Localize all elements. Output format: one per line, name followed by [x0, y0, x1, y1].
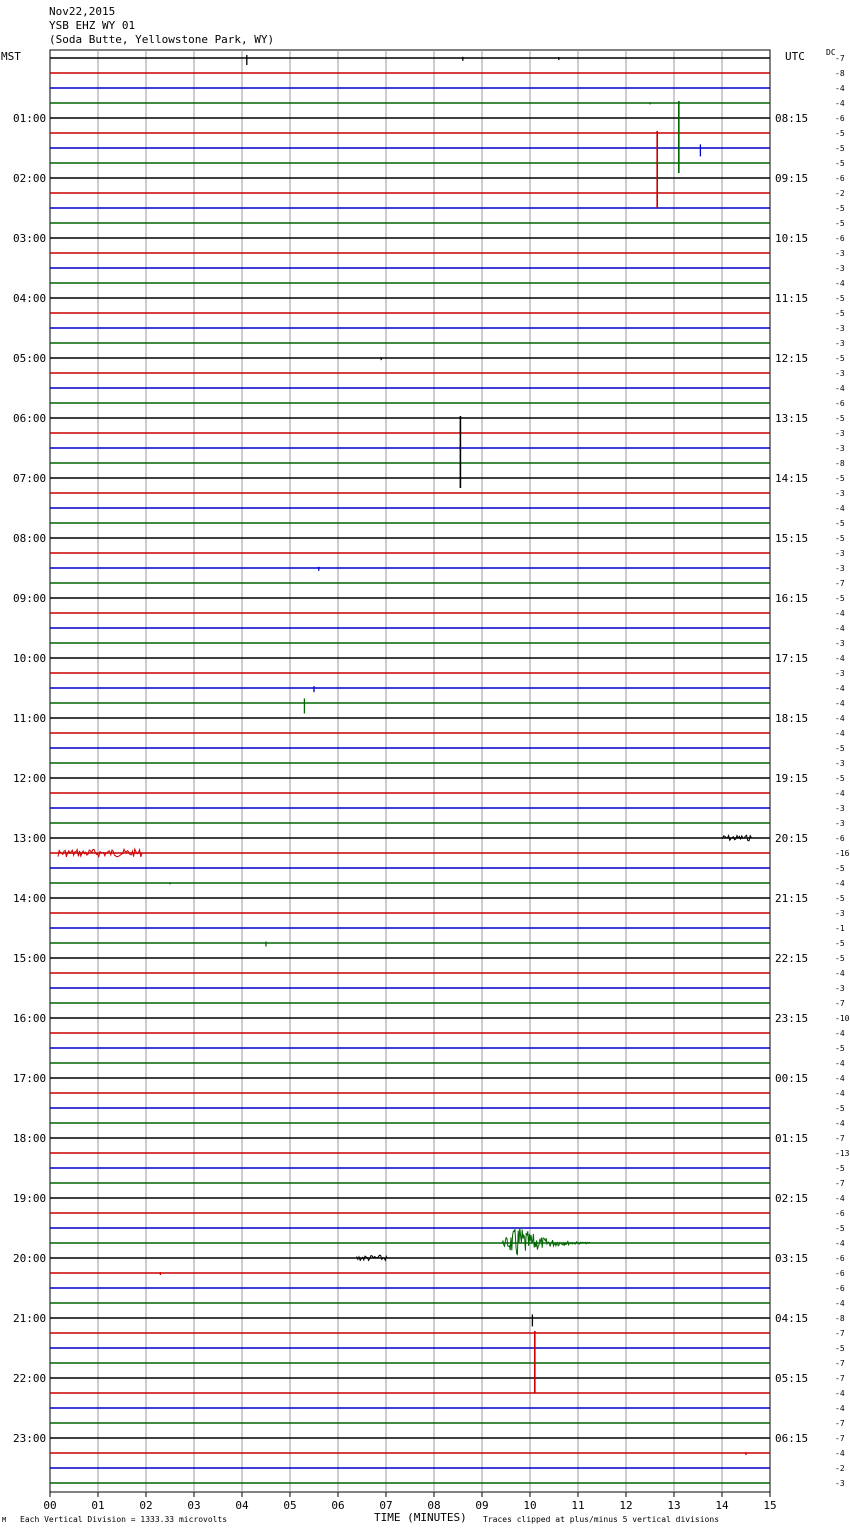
dc-offset: -4: [835, 1194, 845, 1203]
mst-hour-label: 06:00: [13, 412, 47, 425]
x-tick-label: 00: [43, 1499, 57, 1512]
dc-offset: -3: [835, 444, 845, 453]
dc-offset: -3: [835, 669, 845, 678]
utc-hour-label: 20:15: [775, 832, 809, 845]
utc-hour-label: 11:15: [775, 292, 809, 305]
utc-axis-label: UTC: [785, 50, 805, 63]
dc-offset: -4: [835, 384, 845, 393]
dc-offset: -5: [835, 129, 845, 138]
mst-hour-label: 03:00: [13, 232, 47, 245]
x-tick-label: 01: [91, 1499, 105, 1512]
dc-offset: -6: [835, 834, 845, 843]
x-tick-label: 14: [715, 1499, 729, 1512]
dc-offset: -16: [835, 849, 850, 858]
dc-offset: -6: [835, 1269, 845, 1278]
scale-note: Each Vertical Division = 1333.33 microvolts: [20, 1515, 228, 1524]
mst-hour-label: 17:00: [13, 1072, 47, 1085]
x-tick-label: 04: [235, 1499, 249, 1512]
event-earthquake: [501, 1228, 591, 1255]
mst-hour-label: 13:00: [13, 832, 47, 845]
dc-offset: -6: [835, 399, 845, 408]
dc-offset: -8: [835, 1314, 845, 1323]
dc-offset: -2: [835, 189, 845, 198]
dc-offset: -4: [835, 504, 845, 513]
dc-offset: -5: [835, 939, 845, 948]
dc-offset: -5: [835, 294, 845, 303]
dc-offset: -4: [835, 699, 845, 708]
dc-offset: -5: [835, 954, 845, 963]
dc-offset: -4: [835, 729, 845, 738]
dc-offset: -4: [835, 624, 845, 633]
dc-offset: -1: [835, 924, 845, 933]
dc-offset: -6: [835, 114, 845, 123]
x-tick-label: 06: [331, 1499, 345, 1512]
mst-hour-label: 19:00: [13, 1192, 47, 1205]
dc-offset: -5: [835, 1164, 845, 1173]
dc-offset: -5: [835, 144, 845, 153]
dc-offset: -4: [835, 1074, 845, 1083]
dc-offset: -4: [835, 969, 845, 978]
dc-offset: -7: [835, 1374, 845, 1383]
dc-offset: -4: [835, 1089, 845, 1098]
utc-hour-label: 19:15: [775, 772, 809, 785]
utc-hour-label: 05:15: [775, 1372, 809, 1385]
utc-hour-label: 03:15: [775, 1252, 809, 1265]
dc-offset: -4: [835, 654, 845, 663]
x-tick-label: 10: [523, 1499, 537, 1512]
event-noise: [58, 849, 142, 857]
plot-frame: [50, 50, 770, 1492]
dc-offset: -3: [835, 369, 845, 378]
x-tick-label: 03: [187, 1499, 201, 1512]
utc-hour-label: 14:15: [775, 472, 809, 485]
dc-offset: -5: [835, 309, 845, 318]
utc-hour-label: 10:15: [775, 232, 809, 245]
x-tick-label: 11: [571, 1499, 585, 1512]
mst-hour-label: 23:00: [13, 1432, 47, 1445]
x-tick-label: 05: [283, 1499, 297, 1512]
dc-offset: -6: [835, 1284, 845, 1293]
dc-offset: -4: [835, 1059, 845, 1068]
utc-hour-label: 17:15: [775, 652, 809, 665]
dc-offset: -6: [835, 234, 845, 243]
dc-offset: -2: [835, 1464, 845, 1473]
dc-offset: -5: [835, 1224, 845, 1233]
dc-offset: -6: [835, 1209, 845, 1218]
dc-offset: -5: [835, 519, 845, 528]
dc-offset: -5: [835, 594, 845, 603]
dc-offset: -3: [835, 759, 845, 768]
dc-offset: -4: [835, 1029, 845, 1038]
x-tick-label: 07: [379, 1499, 393, 1512]
utc-hour-label: 15:15: [775, 532, 809, 545]
dc-offset: -5: [835, 474, 845, 483]
mst-hour-label: 04:00: [13, 292, 47, 305]
dc-offset: -7: [835, 1179, 845, 1188]
utc-hour-label: 06:15: [775, 1432, 809, 1445]
dc-label: DC: [826, 48, 836, 57]
dc-offset: -3: [835, 549, 845, 558]
dc-offset: -5: [835, 219, 845, 228]
utc-hour-label: 02:15: [775, 1192, 809, 1205]
x-tick-label: 09: [475, 1499, 489, 1512]
utc-hour-label: 08:15: [775, 112, 809, 125]
plot-date: Nov22,2015: [49, 5, 116, 18]
x-tick-label: 08: [427, 1499, 441, 1512]
footer-left-mark: M: [2, 1516, 7, 1524]
mst-hour-label: 07:00: [13, 472, 47, 485]
dc-offset: -4: [835, 99, 845, 108]
dc-offset: -7: [835, 54, 845, 63]
utc-hour-label: 13:15: [775, 412, 809, 425]
dc-offset: -3: [835, 249, 845, 258]
dc-offset: -7: [835, 1359, 845, 1368]
dc-offset: -4: [835, 1239, 845, 1248]
dc-offset: -4: [835, 789, 845, 798]
dc-offset: -5: [835, 1344, 845, 1353]
dc-offset: -4: [835, 714, 845, 723]
dc-offset: -7: [835, 1329, 845, 1338]
dc-offset: -3: [835, 264, 845, 273]
x-tick-label: 13: [667, 1499, 681, 1512]
dc-offset: -8: [835, 69, 845, 78]
dc-offset: -5: [835, 1104, 845, 1113]
dc-offset: -5: [835, 894, 845, 903]
dc-offset: -4: [835, 279, 845, 288]
dc-offset: -5: [835, 159, 845, 168]
dc-offset: -10: [835, 1014, 850, 1023]
clip-note: Traces clipped at plus/minus 5 vertical divisions: [483, 1515, 720, 1524]
dc-offset: -7: [835, 999, 845, 1008]
dc-offset: -3: [835, 324, 845, 333]
dc-offset: -7: [835, 1419, 845, 1428]
dc-offset: -4: [835, 684, 845, 693]
mst-hour-label: 09:00: [13, 592, 47, 605]
mst-hour-label: 01:00: [13, 112, 47, 125]
utc-hour-label: 12:15: [775, 352, 809, 365]
utc-hour-label: 00:15: [775, 1072, 809, 1085]
dc-offset: -4: [835, 1299, 845, 1308]
dc-offset: -4: [835, 1449, 845, 1458]
dc-offset: -3: [835, 1479, 845, 1488]
dc-offset: -8: [835, 459, 845, 468]
x-tick-label: 02: [139, 1499, 153, 1512]
mst-hour-label: 16:00: [13, 1012, 47, 1025]
mst-hour-label: 21:00: [13, 1312, 47, 1325]
mst-hour-label: 22:00: [13, 1372, 47, 1385]
utc-hour-label: 09:15: [775, 172, 809, 185]
dc-offset: -3: [835, 639, 845, 648]
mst-hour-label: 05:00: [13, 352, 47, 365]
dc-offset: -4: [835, 879, 845, 888]
dc-offset: -3: [835, 984, 845, 993]
dc-offset: -4: [835, 609, 845, 618]
dc-offset: -4: [835, 84, 845, 93]
dc-offset: -5: [835, 534, 845, 543]
dc-offset: -3: [835, 819, 845, 828]
mst-axis-label: MST: [1, 50, 21, 63]
dc-offset: -3: [835, 429, 845, 438]
x-tick-label: 15: [763, 1499, 777, 1512]
dc-offset: -5: [835, 1044, 845, 1053]
mst-hour-label: 18:00: [13, 1132, 47, 1145]
mst-hour-label: 15:00: [13, 952, 47, 965]
utc-hour-label: 04:15: [775, 1312, 809, 1325]
dc-offset: -7: [835, 1434, 845, 1443]
dc-offset: -6: [835, 1254, 845, 1263]
dc-offset: -3: [835, 564, 845, 573]
event-noise: [721, 835, 751, 841]
dc-offset: -7: [835, 579, 845, 588]
station-location: (Soda Butte, Yellowstone Park, WY): [49, 33, 275, 46]
dc-offset: -4: [835, 1389, 845, 1398]
dc-offset: -4: [835, 1404, 845, 1413]
dc-offset: -3: [835, 339, 845, 348]
dc-offset: -3: [835, 489, 845, 498]
mst-hour-label: 11:00: [13, 712, 47, 725]
dc-offset: -4: [835, 1119, 845, 1128]
dc-offset: -3: [835, 804, 845, 813]
mst-hour-label: 20:00: [13, 1252, 47, 1265]
utc-hour-label: 22:15: [775, 952, 809, 965]
mst-hour-label: 12:00: [13, 772, 47, 785]
utc-hour-label: 21:15: [775, 892, 809, 905]
utc-hour-label: 18:15: [775, 712, 809, 725]
station-code: YSB EHZ WY 01: [49, 19, 136, 32]
utc-hour-label: 16:15: [775, 592, 809, 605]
dc-offset: -5: [835, 204, 845, 213]
dc-offset: -6: [835, 174, 845, 183]
time-axis-title: TIME (MINUTES): [374, 1511, 467, 1524]
mst-hour-label: 02:00: [13, 172, 47, 185]
dc-offset: -5: [835, 354, 845, 363]
dc-offset: -5: [835, 864, 845, 873]
utc-hour-label: 23:15: [775, 1012, 809, 1025]
utc-hour-label: 01:15: [775, 1132, 809, 1145]
x-tick-label: 12: [619, 1499, 633, 1512]
mst-hour-label: 08:00: [13, 532, 47, 545]
dc-offset: -5: [835, 774, 845, 783]
mst-hour-label: 10:00: [13, 652, 47, 665]
dc-offset: -5: [835, 414, 845, 423]
dc-offset: -7: [835, 1134, 845, 1143]
dc-offset: -5: [835, 744, 845, 753]
mst-hour-label: 14:00: [13, 892, 47, 905]
dc-offset: -3: [835, 909, 845, 918]
dc-offset: -13: [835, 1149, 850, 1158]
